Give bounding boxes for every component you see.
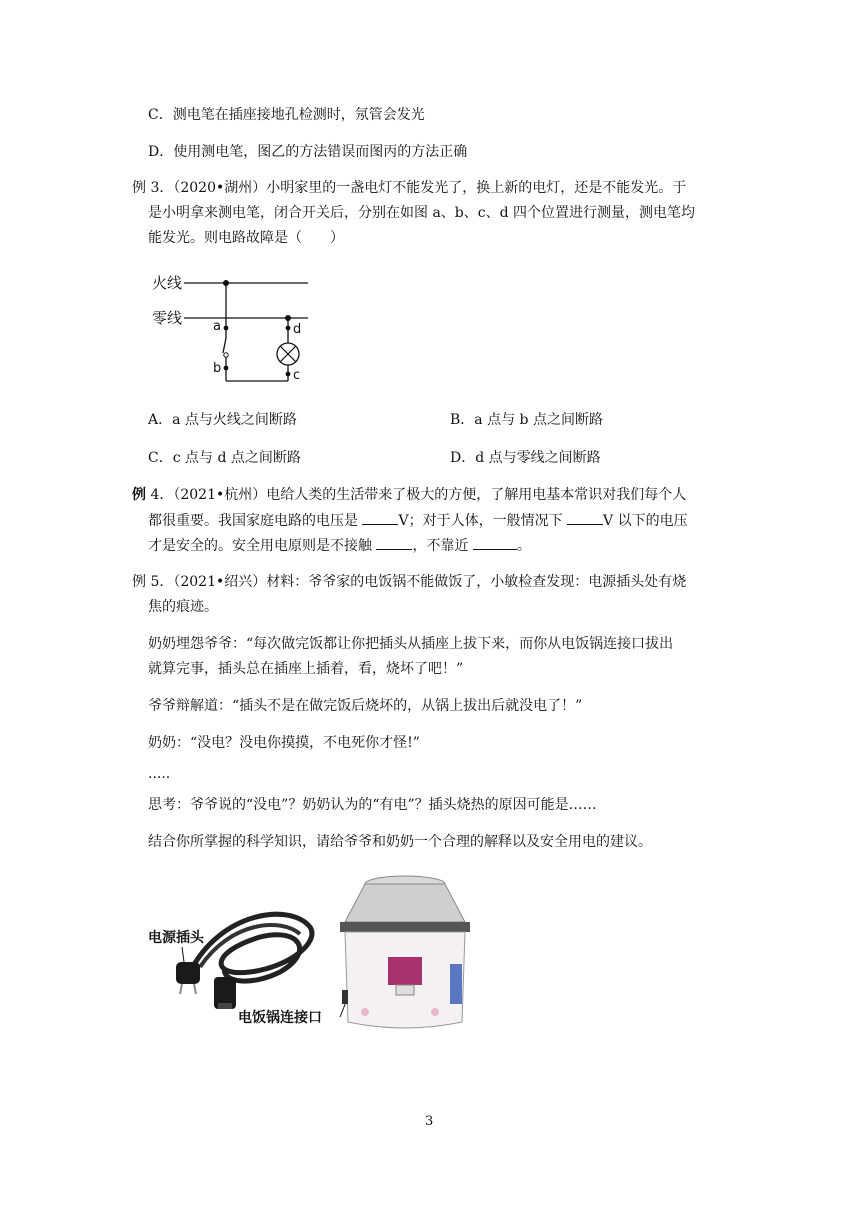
switch: [223, 338, 226, 353]
circuit-diagram: [140, 268, 340, 388]
connector-label: 电饭锅连接口: [238, 1010, 322, 1026]
svg-text:b: b: [213, 361, 222, 376]
ex3-option-b: B．a 点与 b 点之间断路: [450, 412, 603, 428]
ex5-p4: .....: [148, 766, 171, 782]
ex5-p1-line1: 奶奶埋怨爷爷：“每次做完饭都让你把插头从插座上拔下来，而你从电饭锅连接口拔出: [148, 636, 674, 652]
ex3-option-a: A．a 点与火线之间断路: [148, 412, 297, 428]
blank-voltage[interactable]: [362, 510, 398, 525]
live-wire-label: 火线: [152, 274, 183, 292]
page-number: 3: [425, 1114, 434, 1129]
point-c: [286, 372, 291, 377]
ex4-prefix: 例: [132, 487, 146, 503]
power-cord-icon: [190, 914, 312, 981]
ex5-line2: 焦的痕迹。: [148, 599, 218, 615]
connector-plug-icon: [214, 977, 236, 1009]
rice-cooker-icon: [340, 876, 470, 1028]
ex3-option-c: C．c 点与 d 点之间断路: [148, 450, 301, 466]
ex5-p3: 奶奶：“没电？没电你摸摸，不电死你才怪!”: [148, 735, 420, 751]
ex4-line3: 才是安全的。安全用电原则是不接触 ，不靠近 。: [148, 535, 531, 556]
option-c-prev: C．测电笔在插座接地孔检测时，氖管会发光: [148, 107, 425, 123]
svg-text:a: a: [213, 319, 221, 334]
ex3-option-d: D．d 点与零线之间断路: [450, 450, 601, 466]
option-d-prev: D．使用测电笔，图乙的方法错误而图丙的方法正确: [148, 144, 468, 160]
ex5-line1: 例 5．（2021•绍兴）材料：爷爷家的电饭锅不能做饭了，小敏检查发现：电源插头处有烧: [132, 574, 687, 590]
svg-text:d: d: [293, 322, 302, 337]
rice-cooker-figure: [140, 872, 480, 1042]
blank-safe-voltage[interactable]: [567, 510, 603, 525]
svg-text:c: c: [293, 368, 301, 383]
ex5-p1-line2: 就算完事，插头总在插座上插着，看，烧坏了吧！”: [148, 661, 464, 677]
blank-no-approach[interactable]: [473, 535, 517, 550]
blank-no-touch[interactable]: [376, 535, 412, 550]
power-plug-icon: [176, 962, 200, 994]
ex4-line2: 都很重要。我国家庭电路的电压是 V；对于人体，一般情况下 V 以下的电压: [148, 510, 688, 531]
neutral-wire-label: 零线: [152, 309, 183, 327]
ex4-line1: 例 4．（2021•杭州）电给人类的生活带来了极大的方便，了解用电基本常识对我们每个人: [132, 487, 687, 503]
ex5-p2: 爷爷辩解道：“插头不是在做完饭后烧坏的，从锅上拔出后就没电了！”: [148, 698, 583, 714]
lamp-icon: [277, 343, 299, 365]
plug-label: 电源插头: [148, 930, 204, 946]
ex3-line1: 例 3．（2020•湖州）小明家里的一盏电灯不能发光了，换上新的电灯，还是不能发光。于: [132, 180, 687, 196]
ex3-line3: 能发光。则电路故障是（ ）: [148, 230, 344, 246]
ex5-p6: 结合你所掌握的科学知识，请给爷爷和奶奶一个合理的解释以及安全用电的建议。: [148, 834, 652, 850]
ex3-line2: 是小明拿来测电笔，闭合开关后，分别在如图 a、b、c、d 四个位置进行测量，测电笔均: [148, 205, 696, 221]
ex5-p5: 思考：爷爷说的“没电”？奶奶认为的“有电”？插头烧热的原因可能是……: [148, 797, 597, 813]
